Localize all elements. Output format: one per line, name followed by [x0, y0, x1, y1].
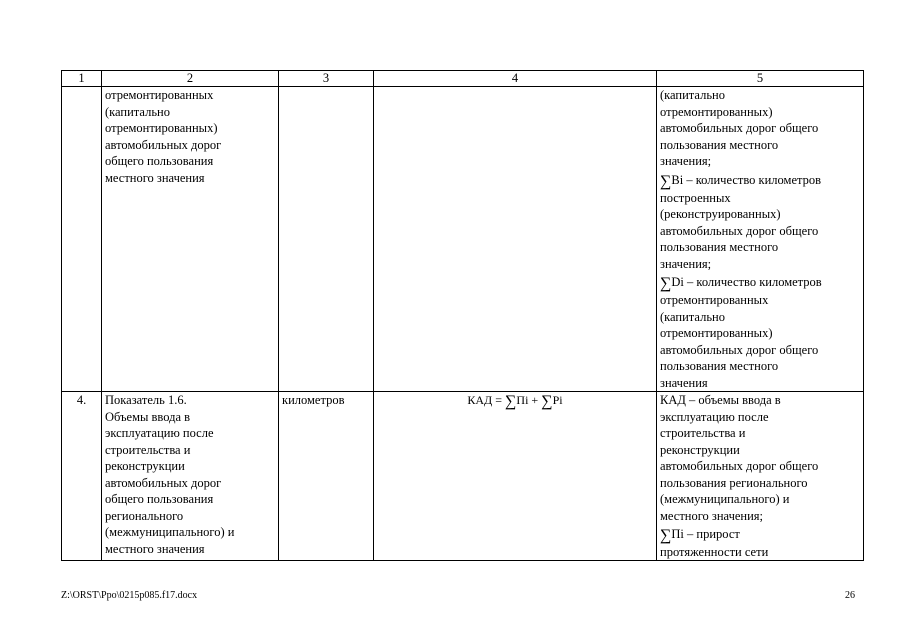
- footer-page-number: 26: [845, 590, 855, 601]
- cell-formula: [374, 392, 657, 561]
- table-header-row: [62, 71, 864, 87]
- cell-indicator-name: отремонтированных (капитально отремонтированных) автомобильных дорог общего пользования местного значения: [102, 87, 279, 392]
- cell-indicator-name: Показатель 1.6. Объемы ввода в эксплуатацию после строительства и реконструкции автомобильных дорог общего пользования регионального (межмуниципального) и местного значения: [102, 392, 279, 561]
- sum-d-variable: Di: [671, 275, 684, 289]
- sigma-icon: ∑: [660, 527, 672, 544]
- description-part-b: построенных (реконструированных) автомобильных дорог общего пользования местного значения;: [660, 190, 819, 271]
- cell-row-number: 4.: [62, 392, 102, 561]
- description-part-c: отремонтированных (капитально отремонтированных) автомобильных дорог общего пользования местного значения: [660, 293, 819, 390]
- sum-d-definition: [660, 272, 860, 292]
- header-col-5: 5: [657, 71, 864, 87]
- sum-p-variable: Пi: [671, 527, 684, 541]
- formula-term-2: Pi: [552, 393, 563, 407]
- sigma-icon: ∑: [660, 172, 672, 190]
- sigma-icon: ∑: [541, 393, 553, 410]
- header-col-1: 1: [62, 71, 102, 87]
- sum-p-text: – прирост: [683, 527, 740, 541]
- sum-b-variable: Bi: [671, 172, 684, 187]
- sum-b-text: – количество километров: [683, 172, 822, 187]
- cell-description: [657, 87, 864, 392]
- cell-unit-empty: [279, 87, 374, 392]
- description-tail: протяженности сети: [660, 545, 769, 559]
- header-col-3: 3: [279, 71, 374, 87]
- sigma-icon: ∑: [505, 393, 517, 410]
- cell-num-empty: [62, 87, 102, 392]
- sum-p-definition: [660, 524, 860, 544]
- footer-file-path: Z:\ORST\Ppo\0215p085.f17.docx: [61, 590, 198, 601]
- formula-plus: +: [528, 393, 542, 407]
- cell-formula-empty: [374, 87, 657, 392]
- header-col-4: 4: [374, 71, 657, 87]
- description-part-a: (капитально отремонтированных) автомобильных дорог общего пользования местного значения;: [660, 88, 819, 168]
- cell-unit: километров: [279, 392, 374, 561]
- formula-lhs: КАД =: [467, 393, 505, 407]
- header-col-2: 2: [102, 71, 279, 87]
- formula-term-1: Пi: [516, 393, 529, 407]
- table-row-4: [62, 392, 864, 561]
- sum-d-text: – количество километров: [683, 275, 822, 289]
- cell-description: [657, 392, 864, 561]
- table-row-continued: [62, 87, 864, 392]
- description-part-a: КАД – объемы ввода в эксплуатацию после строительства и реконструкции автомобильных дорог общего пользования регионального (межмуниципального) и местного значения;: [660, 393, 819, 523]
- sigma-icon: ∑: [660, 275, 672, 292]
- sum-b-definition: [660, 170, 860, 190]
- indicator-table: [61, 70, 864, 561]
